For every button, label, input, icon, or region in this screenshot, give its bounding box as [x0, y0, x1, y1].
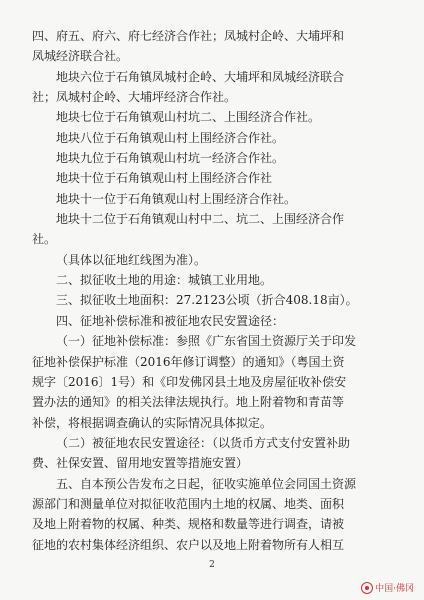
- site-watermark: [361, 581, 414, 594]
- text-line: 规字〔2016〕1号）和《印发佛冈县土地及房屋征收补偿安: [32, 374, 347, 389]
- text-line: 补偿，将根据调查确认的实际情况具体拟定。: [32, 415, 273, 430]
- text-line: 源部门和测量单位对拟征收范围内土地的权属、地类、面积: [32, 496, 345, 511]
- text-line: （一）征地补偿标准：参照《广东省国土资源厅关于印发: [56, 334, 357, 349]
- text-line: 二、拟征收土地的用途：城镇工业用地。: [56, 273, 273, 288]
- text-line: 社；凤城村企岭、大埔坪经济合作社。: [32, 90, 237, 105]
- text-line: （具体以征地红线图为准）。: [56, 252, 207, 267]
- text-line: 费、社保安置、留用地安置等措施安置）: [32, 456, 249, 471]
- text-line: 三、拟征收土地面积：27.2123公顷（折合408.18亩）。: [56, 293, 358, 308]
- text-line: 四、征地补偿标准和被征地农民安置途径：: [56, 313, 285, 328]
- text-line: 社。: [32, 232, 57, 247]
- text-line: 征地补偿保护标准（2016年修订调整）的通知》（粤国土资: [32, 354, 345, 369]
- text-line: 地块九位于石角镇观山村坑一经济合作社。: [56, 151, 285, 166]
- text-line: 征地的农村集体经济组织、农户以及地上附着物所有人相互: [32, 537, 345, 552]
- watermark-text: 中国·佛冈: [375, 584, 414, 594]
- body-text: [32, 26, 397, 555]
- text-line: 凤城经济联合社。: [32, 49, 129, 64]
- logo-icon: [361, 582, 373, 594]
- text-line: 地块七位于石角镇观山村坑二、上围经济合作社。: [56, 110, 321, 125]
- text-line: 地块十二位于石角镇观山村中二、坑二、上围经济合作: [56, 212, 345, 227]
- text-line: 四、府五、府六、府七经济合作社；凤城村企岭、大埔坪和: [32, 29, 345, 43]
- text-line: 及地上附着物的权属、种类、规格和数量等进行调查，请被: [32, 517, 345, 532]
- text-line: 五、自本预公告发布之日起，征收实施单位会同国土资源: [56, 476, 357, 491]
- text-line: 置办法的通知》的相关法律法规执行。地上附着物和青苗等: [32, 395, 345, 410]
- text-line: 地块六位于石角镇凤城村企岭、大埔坪和凤城经济联合: [56, 69, 345, 84]
- text-line: 地块十位于石角镇观山村上围经济合作社: [56, 171, 273, 186]
- text-line: （二）被征地农民安置途径：（以货币方式支付安置补助: [56, 435, 351, 450]
- page-number: 2: [209, 560, 215, 570]
- text-line: 地块八位于石角镇观山村上围经济合作社。: [56, 130, 285, 145]
- text-line: 地块十一位于石角镇观山村上围经济合作社。: [56, 191, 297, 206]
